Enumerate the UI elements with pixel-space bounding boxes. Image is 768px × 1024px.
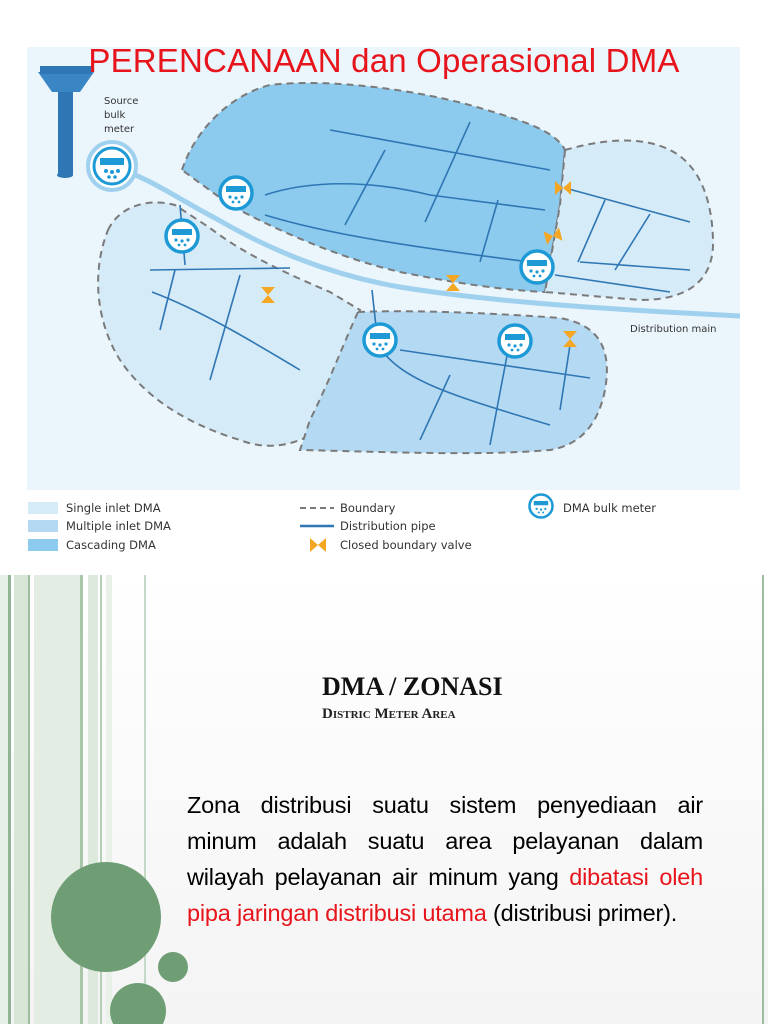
dma-meter-icon	[499, 325, 531, 357]
legend-label: Closed boundary valve	[340, 538, 472, 552]
swatch-cascading	[28, 539, 58, 551]
source-label-line-1: Source	[104, 96, 139, 107]
slide-dma-zonasi	[0, 575, 768, 1024]
zone-right-single-inlet	[545, 141, 713, 300]
decor-stripe	[762, 575, 764, 1024]
legend-item-single-inlet	[28, 501, 161, 515]
legend-label: Distribution pipe	[340, 519, 436, 533]
valve-icon	[310, 538, 326, 552]
legend-item-meter	[563, 501, 656, 515]
legend-item-cascading	[28, 538, 156, 552]
decor-circle	[158, 952, 188, 982]
source-label-line-3: meter	[104, 124, 135, 135]
page-title: PERENCANAAN dan Operasional DMA	[88, 42, 680, 79]
legend-item-boundary	[340, 501, 395, 515]
dma-meter-icon	[166, 220, 198, 252]
decor-stripe	[14, 575, 28, 1024]
legend-label: Multiple inlet DMA	[66, 519, 171, 533]
body-text-highlight: dibatasi oleh pipa jaringan distribusi utama	[187, 864, 704, 926]
decor-stripe	[144, 575, 146, 1024]
legend-label: Cascading DMA	[66, 538, 156, 552]
dma-meter-icon	[364, 324, 396, 356]
legend-item-distribution-pipe	[340, 519, 436, 533]
distribution-main-label: Distribution main	[630, 324, 717, 335]
legend-item-valve	[340, 538, 472, 552]
body-text-normal: Zona distribusi suatu sistem penyediaan air minum adalah suatu area pelayanan dalam wilayah pelayanan air minum yang	[187, 792, 703, 890]
body-paragraph	[187, 787, 703, 931]
legend-label: DMA bulk meter	[563, 501, 656, 515]
meter-icon	[529, 494, 552, 517]
decor-circle	[51, 862, 161, 972]
decor-stripe	[28, 575, 30, 1024]
dma-meter-icon	[220, 177, 252, 209]
swatch-multiple-inlet	[28, 520, 58, 532]
body-text-tail: (distribusi primer).	[486, 900, 678, 926]
slide-subtitle: Distric Meter Area	[322, 706, 456, 722]
legend-label: Boundary	[340, 501, 396, 515]
legend-label: Single inlet DMA	[66, 501, 161, 515]
dma-meter-icon	[521, 251, 553, 283]
decor-circle	[110, 983, 166, 1024]
decor-stripe	[0, 575, 8, 1024]
source-label-line-2: bulk	[104, 110, 126, 121]
decor-stripe	[8, 575, 11, 1024]
legend-item-multiple-inlet	[28, 519, 171, 533]
source-bulk-meter-icon	[88, 142, 136, 190]
swatch-single-inlet	[28, 502, 58, 514]
slide-title: DMA / ZONASI	[322, 672, 503, 701]
